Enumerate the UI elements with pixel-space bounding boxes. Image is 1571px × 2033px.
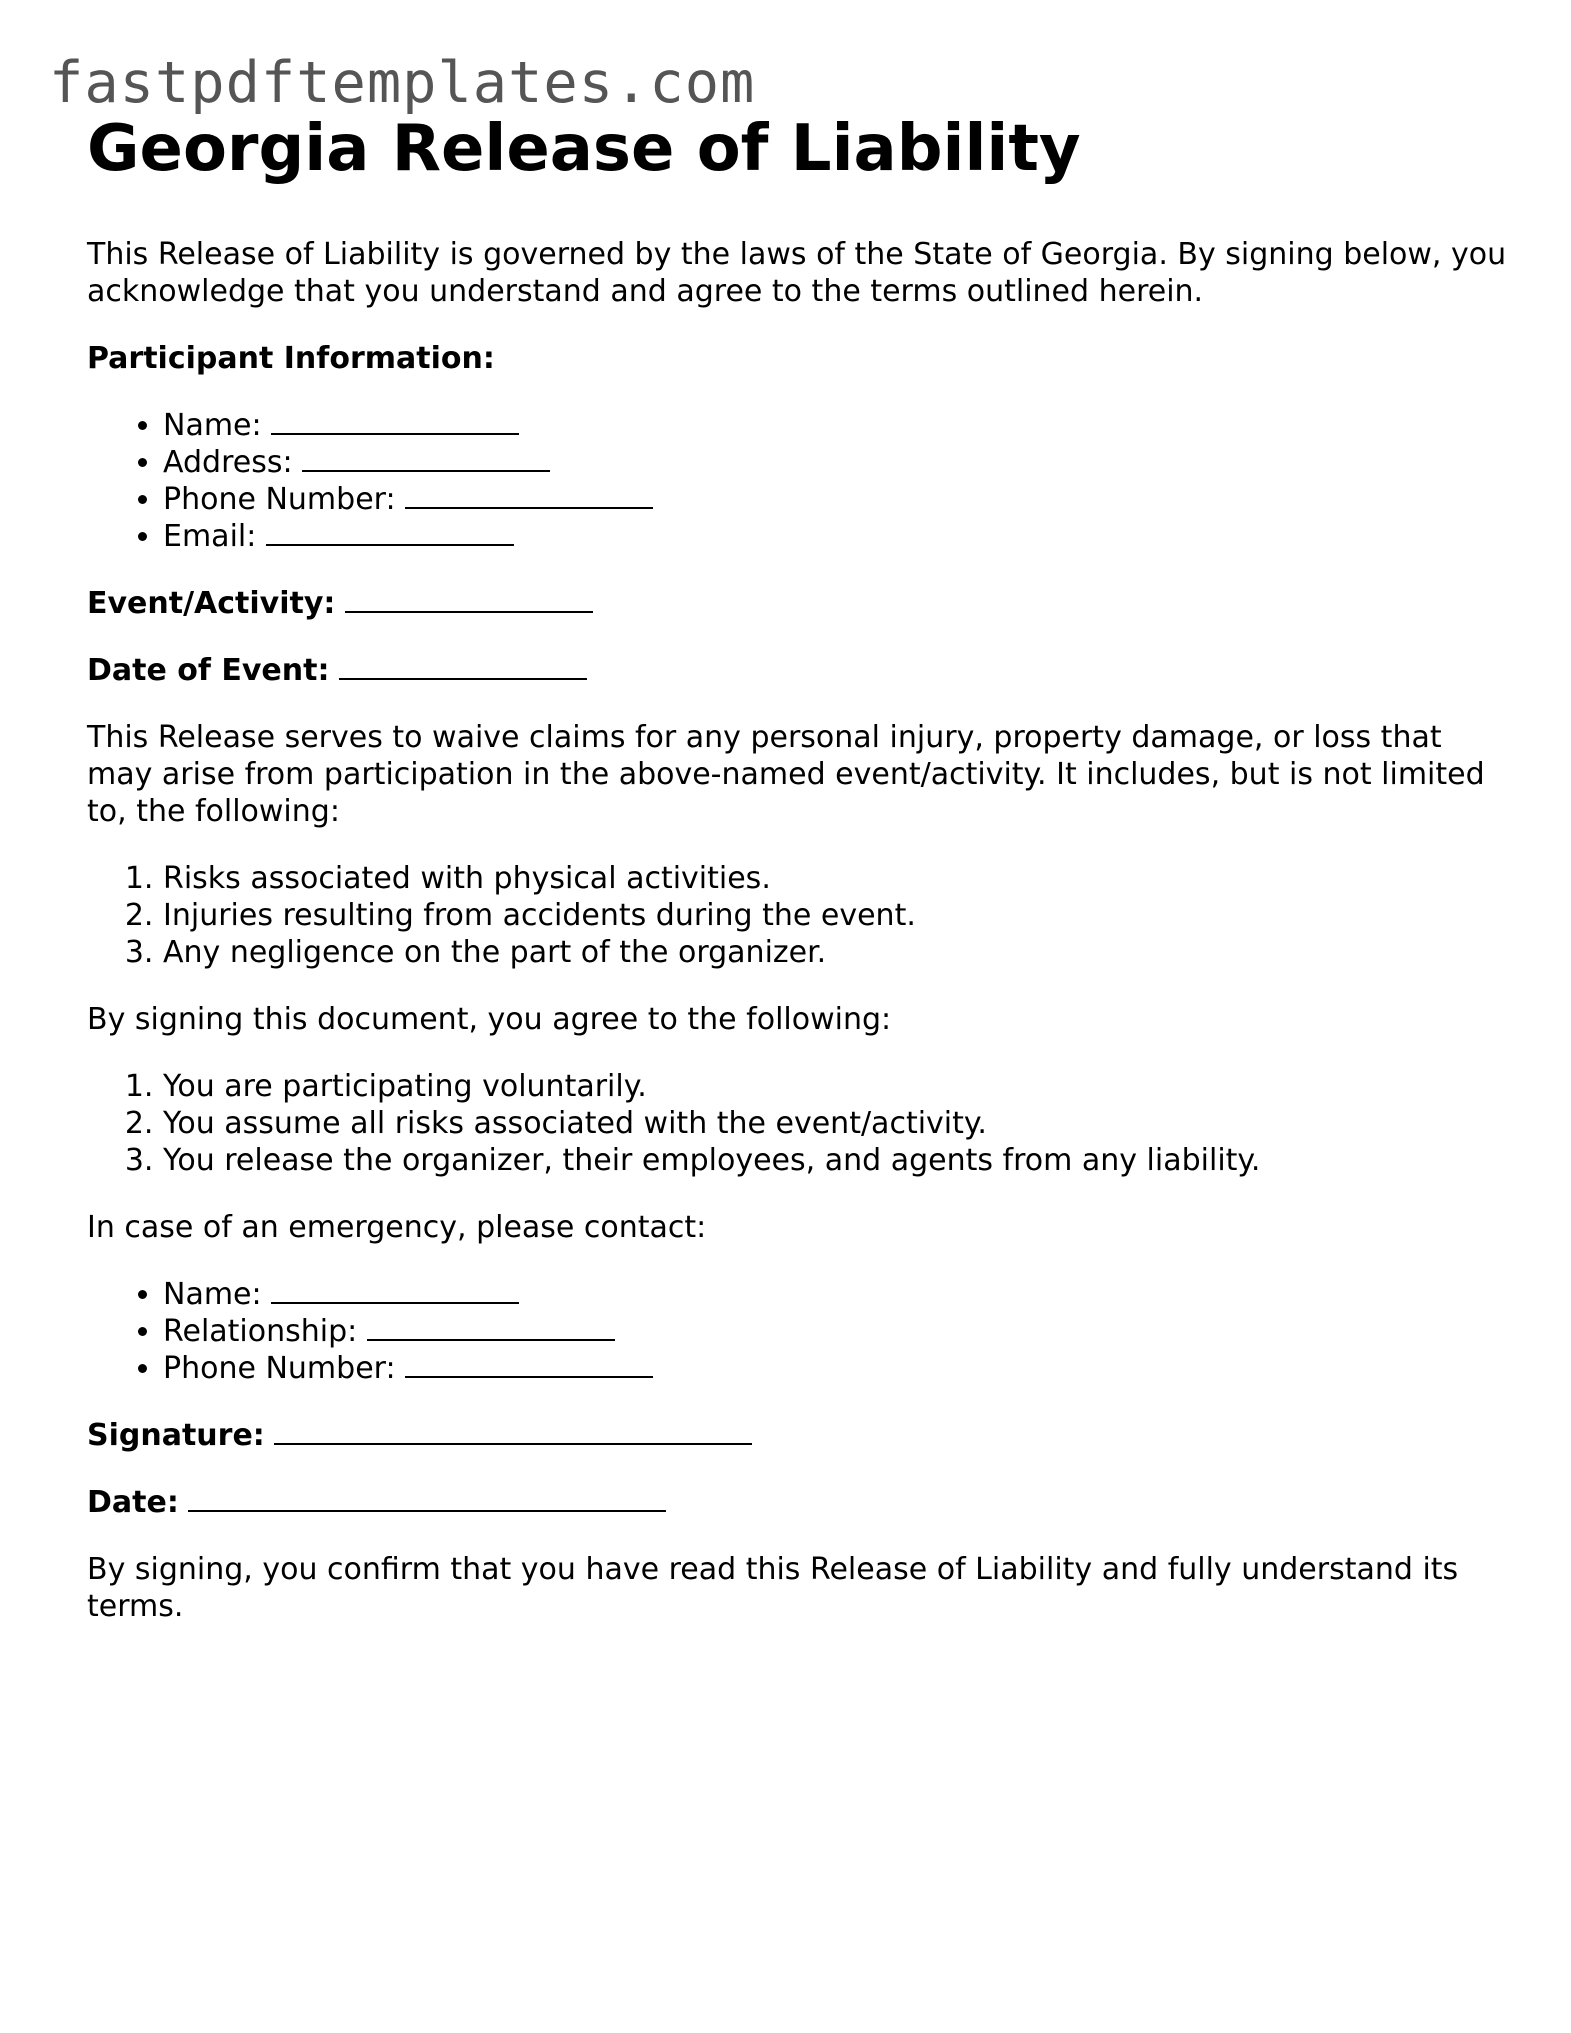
watermark: fastpdftemplates.com [49, 50, 756, 116]
blank-line[interactable] [302, 444, 550, 472]
emergency-intro: In case of an emergency, please contact: [87, 1210, 707, 1245]
list-item: 1. You are participating voluntarily. [163, 1068, 1507, 1105]
date-of-event-field: Date of Event: [87, 652, 1507, 689]
participant-email-field: • Email: [163, 518, 1507, 555]
blank-line[interactable] [271, 407, 519, 435]
date-field: Date: [87, 1484, 1507, 1521]
participant-address-field: • Address: [163, 444, 1507, 481]
document-title: Georgia Release of Liability [87, 112, 1081, 186]
blank-line[interactable] [188, 1484, 666, 1512]
waiver-paragraph: This Release serves to waive claims for any personal injury, property damage, or loss that may arise from participation in the above-named event/activity. It includes, but is not limited to, the following: [87, 720, 1485, 829]
blank-line[interactable] [266, 518, 514, 546]
list-item: 2. You assume all risks associated with the event/activity. [163, 1105, 1507, 1142]
list-item: 3. Any negligence on the part of the organizer. [163, 934, 1507, 971]
blank-line[interactable] [339, 652, 587, 680]
blank-line[interactable] [345, 585, 593, 613]
agree-intro: By signing this document, you agree to the following: [87, 1002, 892, 1037]
agreements-list [87, 1068, 1507, 1179]
event-activity-field: Event/Activity: [87, 585, 1507, 622]
list-item: 1. Risks associated with physical activities. [163, 860, 1507, 897]
blank-line[interactable] [405, 481, 653, 509]
emergency-relationship-field: • Relationship: [163, 1313, 1507, 1350]
blank-line[interactable] [405, 1350, 653, 1378]
list-item: 3. You release the organizer, their employees, and agents from any liability. [163, 1142, 1507, 1179]
document-page [87, 110, 1507, 1625]
intro-paragraph: This Release of Liability is governed by the laws of the State of Georgia. By signing below, you acknowledge that you understand and agree to the terms outlined herein. [87, 237, 1507, 309]
list-item: 2. Injuries resulting from accidents during the event. [163, 897, 1507, 934]
emergency-name-field: • Name: [163, 1276, 1507, 1313]
risks-list [87, 860, 1507, 971]
closing-paragraph: By signing, you confirm that you have read this Release of Liability and fully understand its terms. [87, 1552, 1459, 1624]
blank-line[interactable] [367, 1313, 615, 1341]
emergency-phone-field: • Phone Number: [163, 1350, 1507, 1387]
emergency-fields [87, 1276, 1507, 1387]
participant-phone-field: • Phone Number: [163, 481, 1507, 518]
blank-line[interactable] [271, 1276, 519, 1304]
participant-fields [87, 407, 1507, 555]
participant-name-field: • Name: [163, 407, 1507, 444]
signature-field: Signature: [87, 1417, 1507, 1454]
participant-heading: Participant Information: [87, 341, 495, 376]
blank-line[interactable] [274, 1417, 752, 1445]
